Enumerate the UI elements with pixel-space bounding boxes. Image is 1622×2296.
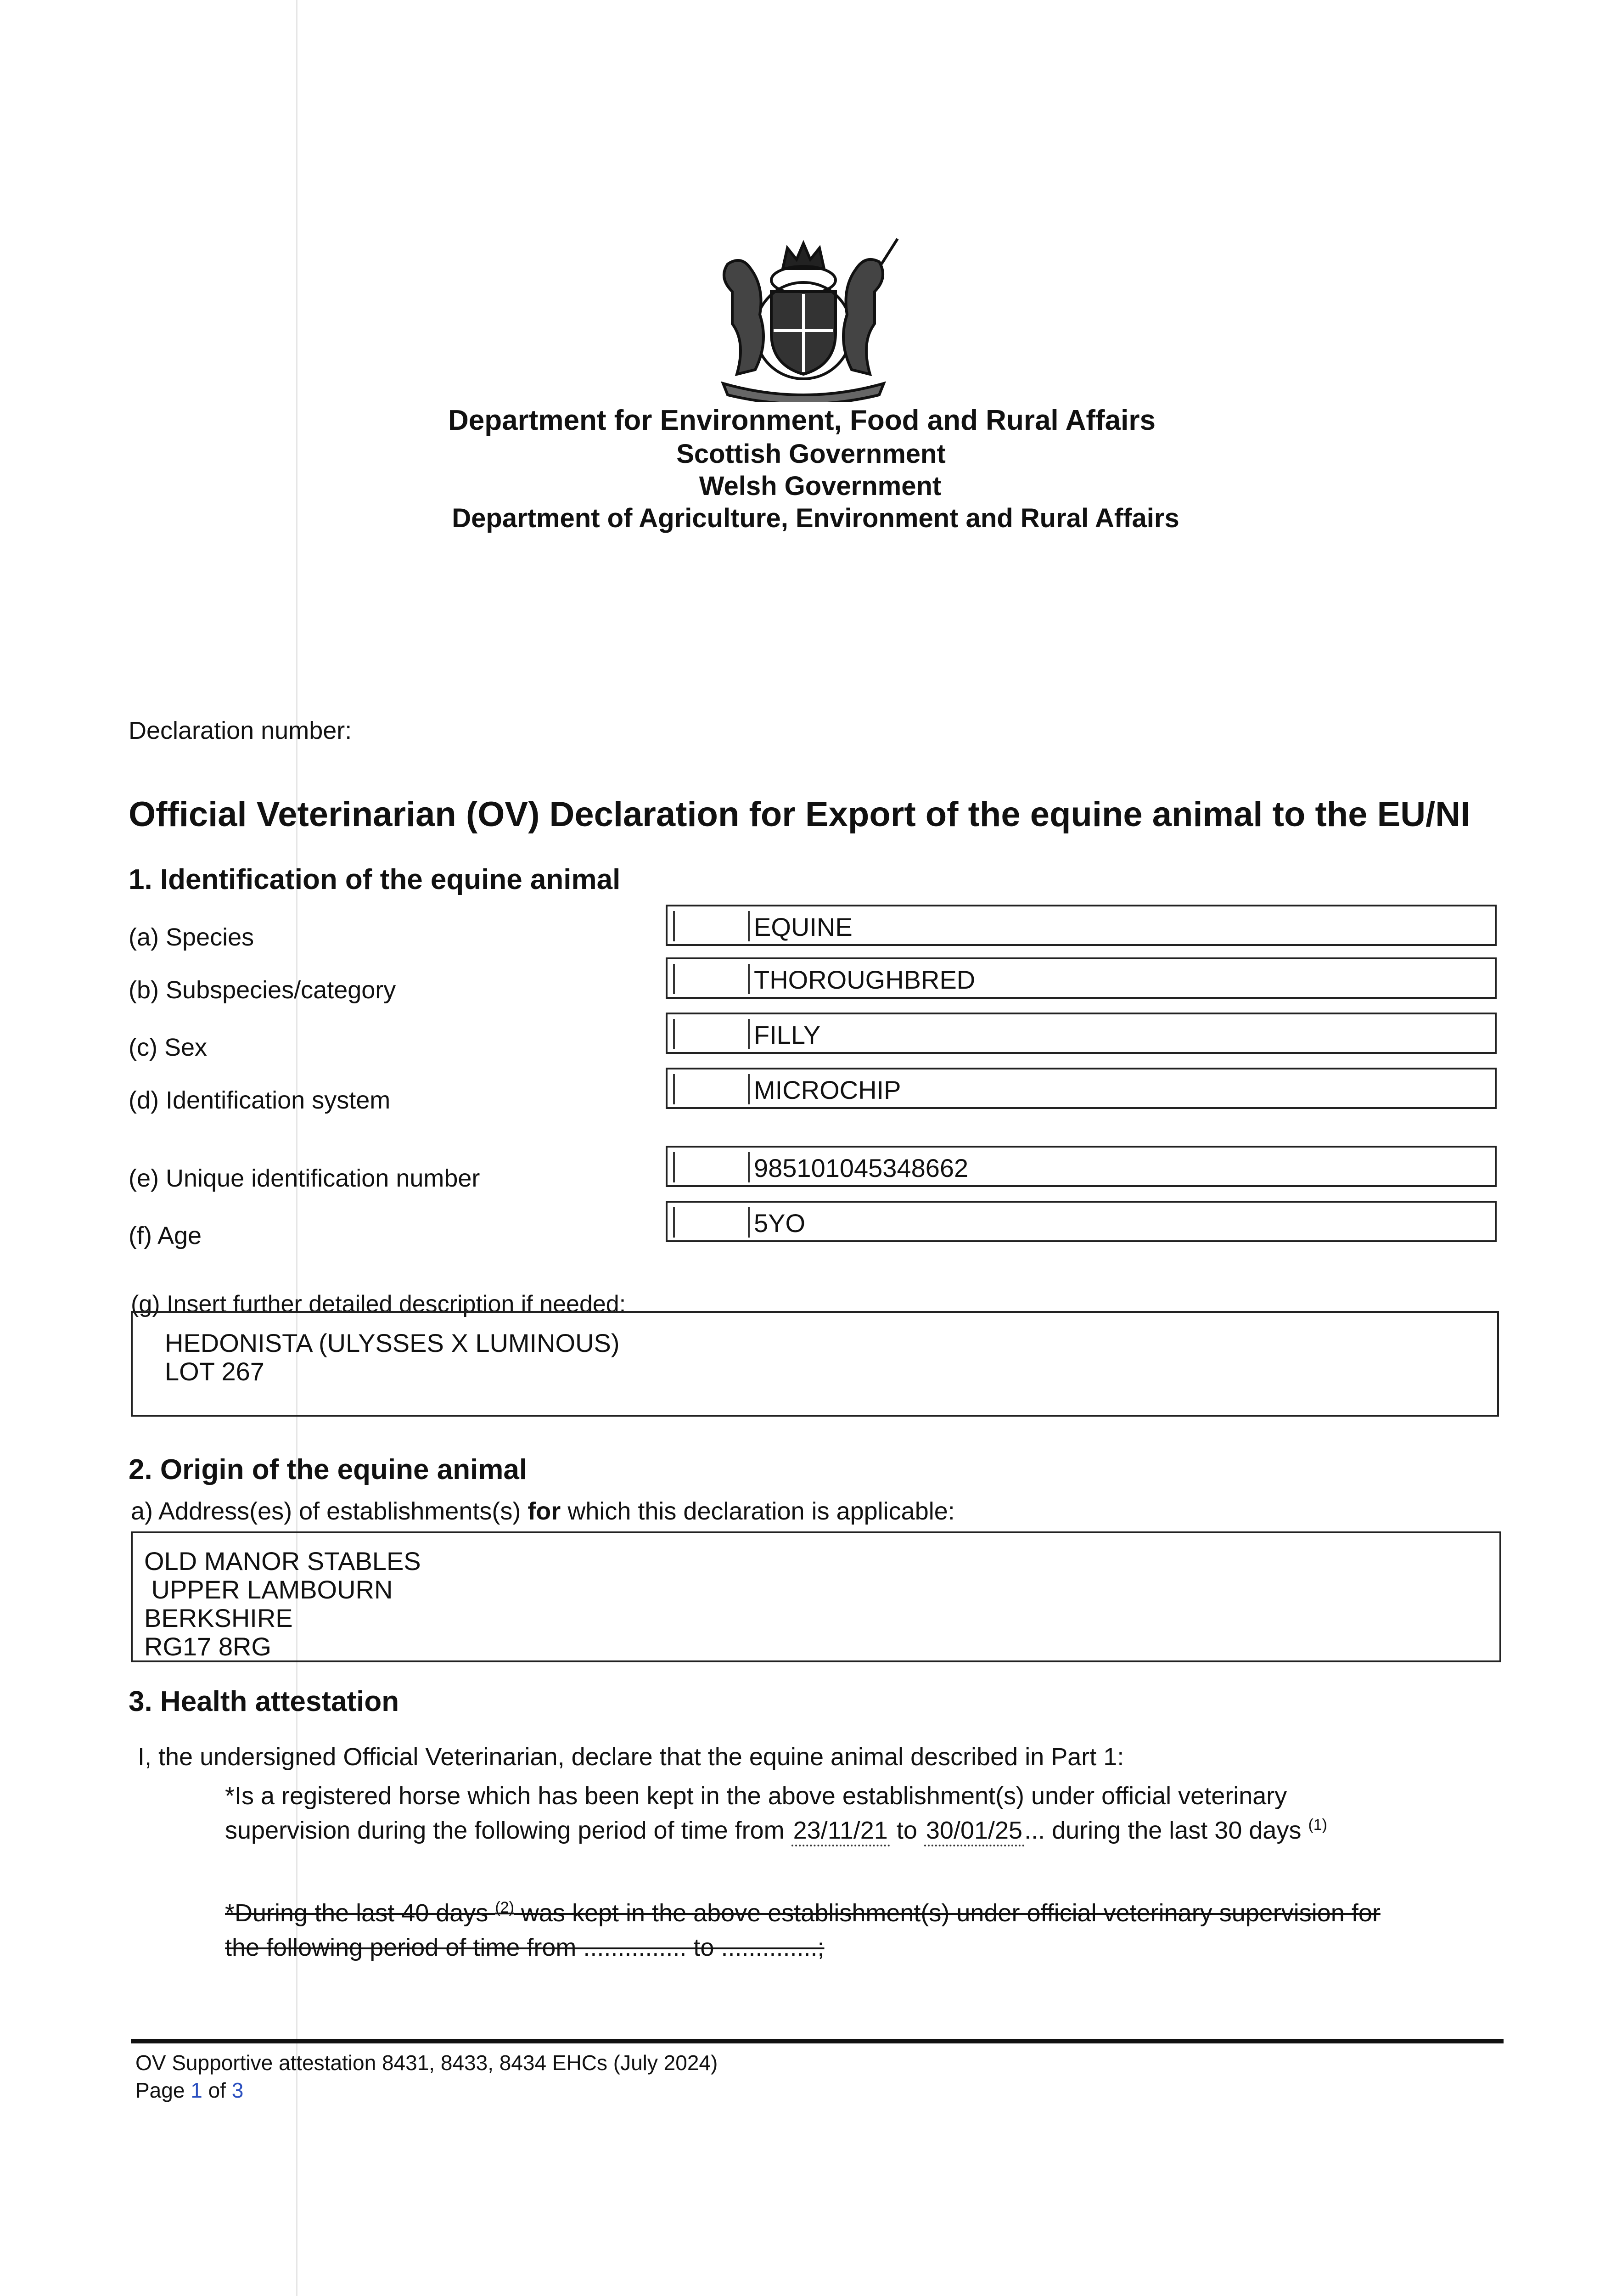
header-dept-defra: Department for Environment, Food and Rural Affairs [448, 405, 1156, 436]
footer-attestation: OV Supportive attestation 8431, 8433, 8434 EHCs (July 2024) [135, 2051, 718, 2075]
health-line1: *Is a registered horse which has been kept in the above establishment(s) under official veterinary [225, 1782, 1287, 1810]
royal-coat-of-arms-icon [705, 236, 902, 402]
field-value-subspecies: THOROUGHBRED [754, 965, 976, 994]
health-intro: I, the undersigned Official Veterinarian, declare that the equine animal described in Part 1: [138, 1743, 1124, 1771]
field-value-species: EQUINE [754, 912, 853, 941]
date-from: 23/11/21 [791, 1816, 890, 1846]
footer-page-number: Page 1 of 3 [135, 2078, 244, 2102]
address-label: a) Address(es) of establishments(s) for which this declaration is applicable: [131, 1497, 955, 1525]
document-title: Official Veterinarian (OV) Declaration for Export of the equine animal to the EU/NI [129, 795, 1470, 834]
field-value-age: 5YO [754, 1209, 806, 1238]
header-dept-scottish: Scottish Government [676, 439, 946, 469]
origin-address-box [131, 1531, 1501, 1662]
description-box [131, 1311, 1499, 1417]
header-dept-welsh: Welsh Government [699, 471, 942, 501]
health-line2: supervision during the following period of time from 23/11/21 to 30/01/25... during the last 30 days $^{(1)}$ [225, 1816, 1327, 1846]
field-label-age: (f) Age [129, 1222, 202, 1249]
field-value-uid: 985101045348662 [754, 1154, 969, 1182]
footer-rule [131, 2039, 1504, 2043]
origin-address-text: OLD MANOR STABLES UPPER LAMBOURN BERKSHIRE RG17 8RG [144, 1547, 421, 1661]
declaration-number-label: Declaration number: [129, 717, 352, 744]
section3-heading: 3. Health attestation [129, 1686, 399, 1717]
field-value-identification-system: MICROCHIP [754, 1075, 901, 1104]
field-label-identification-system: (d) Identification system [129, 1086, 391, 1114]
field-box-identification-system [666, 1068, 1497, 1109]
description-label: (g) Insert further detailed description if needed: [131, 1291, 626, 1317]
field-box-age [666, 1201, 1497, 1242]
struck-line2: the following period of time from ............... to ..............; [225, 1934, 825, 1961]
section2-heading: 2. Origin of the equine animal [129, 1454, 528, 1486]
field-label-sex: (c) Sex [129, 1034, 208, 1061]
field-box-sex [666, 1013, 1497, 1054]
field-box-uid [666, 1146, 1497, 1187]
struck-line1: *During the last 40 days $^{(2)}$ was kept in the above establishment(s) under official veterinary supervision for [225, 1899, 1381, 1927]
description-text: HEDONISTA (ULYSSES X LUMINOUS) LOT 267 [165, 1328, 620, 1386]
date-to: 30/01/25 [924, 1816, 1024, 1846]
field-box-species [666, 905, 1497, 946]
field-value-sex: FILLY [754, 1020, 821, 1049]
field-box-subspecies [666, 957, 1497, 999]
section1-heading: 1. Identification of the equine animal [129, 864, 621, 895]
field-label-subspecies: (b) Subspecies/category [129, 976, 396, 1004]
field-label-species: (a) Species [129, 923, 254, 951]
header-dept-daera: Department of Agriculture, Environment and Rural Affairs [452, 503, 1179, 533]
field-label-uid: (e) Unique identification number [129, 1165, 480, 1192]
